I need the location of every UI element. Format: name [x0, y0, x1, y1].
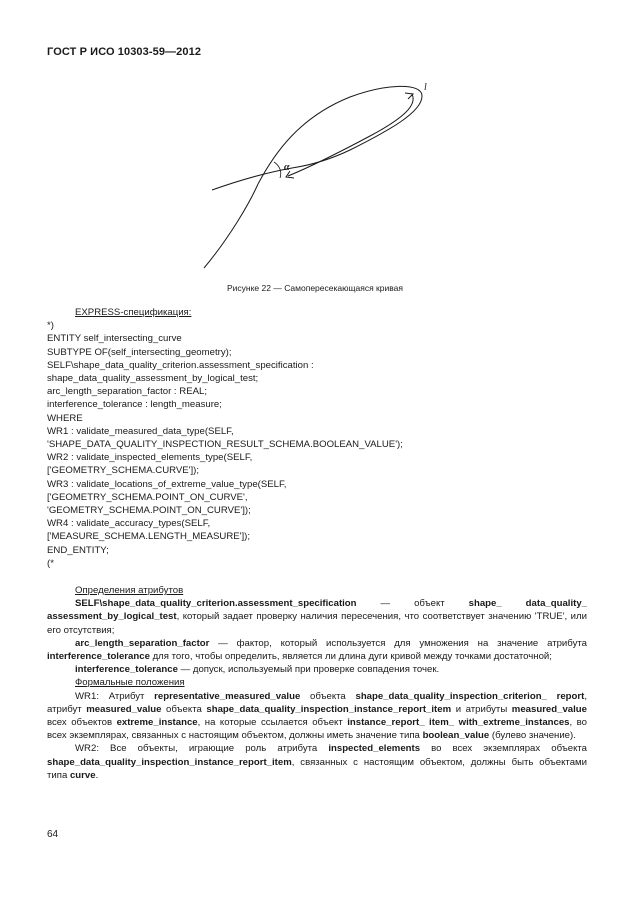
attributes-heading: Определения атрибутов [75, 585, 184, 596]
attribute-definitions [47, 584, 587, 782]
express-heading: EXPRESS-спецификация: [75, 307, 192, 318]
document-header: ГОСТ Р ИСО 10303-59—2012 [47, 46, 202, 58]
express-code-line: shape_data_quality_assessment_by_logical_test; [47, 373, 259, 385]
express-code-line: interference_tolerance : length_measure; [47, 399, 222, 411]
curve-branch-straight [212, 168, 292, 190]
express-code-line: *) [47, 320, 54, 332]
express-code-line: WHERE [47, 412, 83, 424]
label-l: l [424, 82, 427, 93]
curve-branch-diagonal [204, 184, 258, 268]
attribute-arc-length-separation-factor: arc_length_separation_factor — фактор, который используется для умножения на значение атрибута interference_tolerance для того, чтобы определить, является ли длина дуги кривой между точками достаточной; [47, 637, 587, 663]
express-code-lines [47, 319, 587, 570]
express-code-line: ENTITY self_intersecting_curve [47, 333, 182, 345]
self-intersecting-curve-figure [200, 72, 440, 272]
express-code-line: arc_length_separation_factor : REAL; [47, 386, 207, 398]
rule-wr2: WR2: Все объекты, играющие роль атрибута inspected_elements во всех экземплярах объекта shape_data_quality_inspection_instance_report_item, связанных с настоящим объектом, должны быть объектами типа curve. [47, 743, 588, 781]
curve-loop-inner [288, 94, 413, 176]
express-code-line: SELF\shape_data_quality_criterion.assessment_specification : [47, 359, 314, 371]
arrow-head-top [405, 93, 413, 99]
attribute-interference-tolerance: interference_tolerance — допуск, используемый при проверке совпадения точек. [75, 664, 440, 676]
express-code-line: WR1 : validate_measured_data_type(SELF, [47, 425, 234, 437]
express-code-line: END_ENTITY; [47, 544, 109, 556]
express-code-line: SUBTYPE OF(self_intersecting_geometry); [47, 346, 232, 358]
express-code-line: ['GEOMETRY_SCHEMA.CURVE']); [47, 465, 200, 477]
figure-caption: Рисунке 22 — Самопересекающаяся кривая [227, 283, 403, 293]
express-code-line: (* [47, 557, 54, 569]
express-specification [47, 306, 587, 570]
attribute-assessment-specification: SELF\shape_data_quality_criterion.assessment_specification — объект shape_ data_quality_ assessment_by_logical_test, который задает проверку наличия пересечения, что соответствует значению 'TRUE', или его отсутствия; [47, 598, 587, 636]
rules-heading: Формальные положения [75, 677, 185, 689]
express-code-line: WR3 : validate_locations_of_extreme_value_type(SELF, [47, 478, 287, 490]
express-code-line: ['GEOMETRY_SCHEMA.POINT_ON_CURVE', [47, 491, 248, 503]
express-code-line: WR2 : validate_inspected_elements_type(SELF, [47, 452, 253, 464]
rule-wr1: WR1: Атрибут representative_measured_value объекта shape_data_quality_inspection_criterion_ report, атрибут measured_value объекта shape_data_quality_inspection_instance_report_item и атрибуты measured_value всех объектов extreme_instance, на которые ссылается объект instance_report_ item_ with_extreme_instances, во всех экземплярах, связанных с настоящим объектом, должны иметь значение типа boolean_value (булево значение). [47, 690, 587, 742]
express-code-line: 'SHAPE_DATA_QUALITY_INSPECTION_RESULT_SCHEMA.BOOLEAN_VALUE'); [47, 439, 403, 451]
page-number: 64 [47, 829, 59, 840]
express-code-line: ['MEASURE_SCHEMA.LENGTH_MEASURE']); [47, 531, 251, 543]
express-code-line: WR4 : validate_accuracy_types(SELF, [47, 518, 211, 530]
label-alpha: α [284, 162, 290, 173]
express-code-line: 'GEOMETRY_SCHEMA.POINT_ON_CURVE']); [47, 505, 251, 517]
